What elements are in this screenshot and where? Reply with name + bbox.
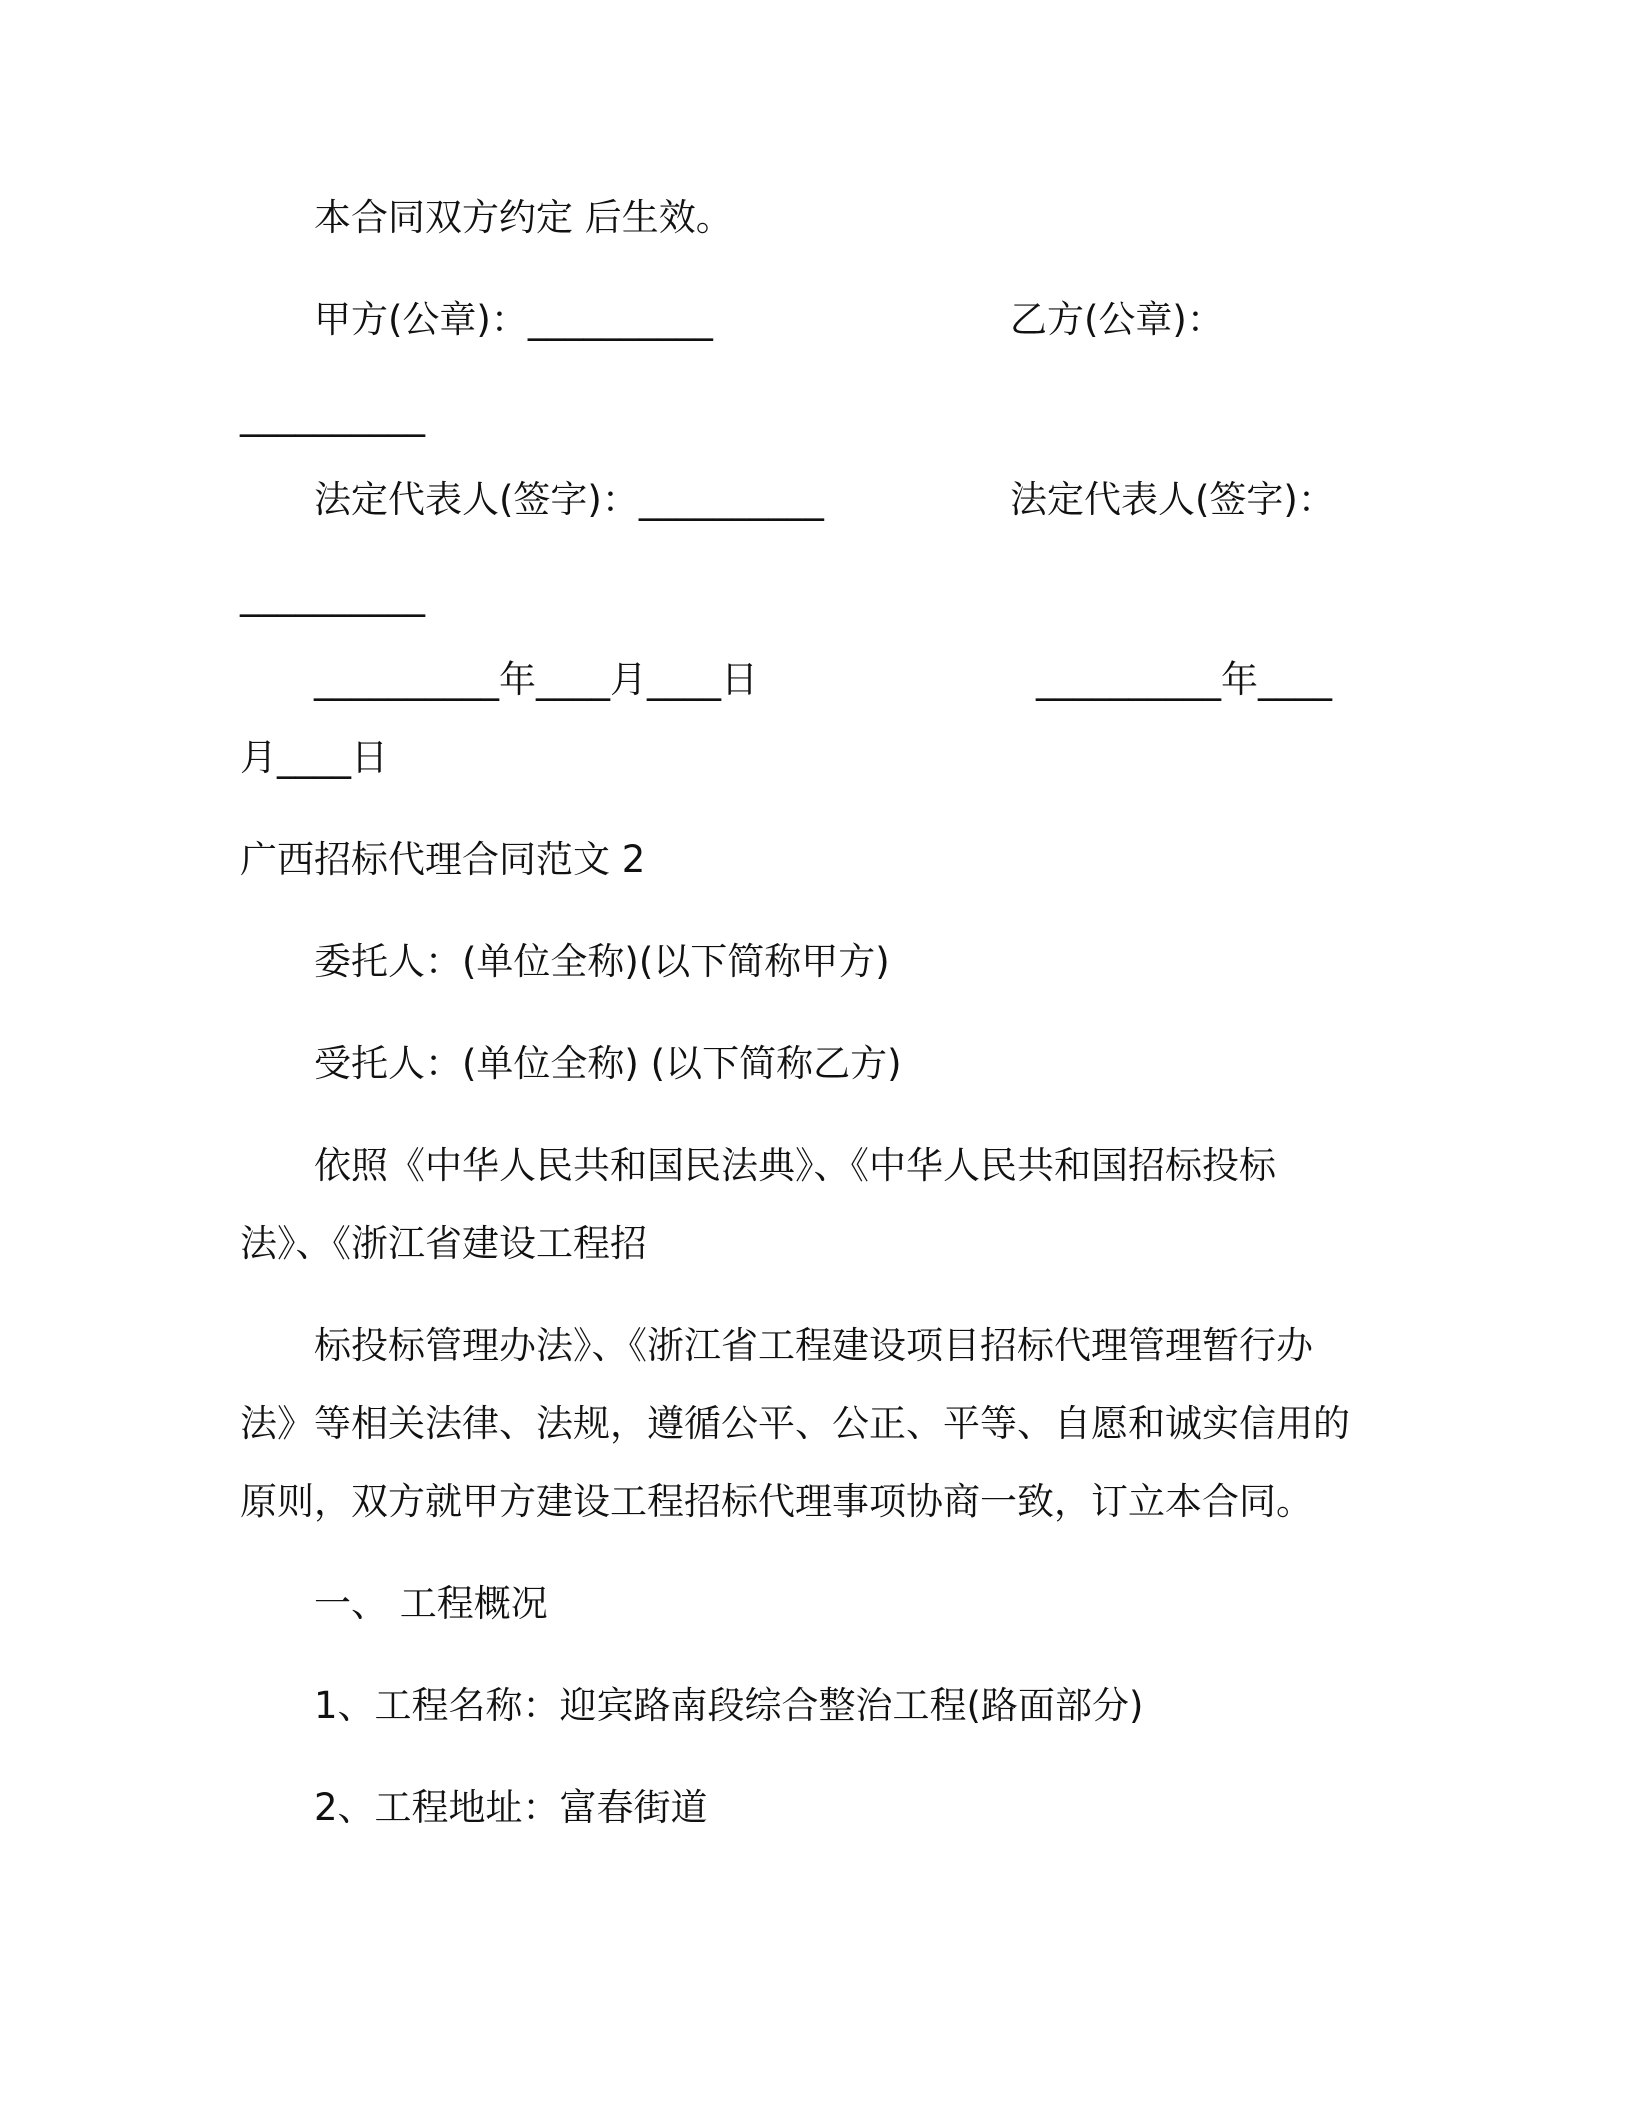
heading-project-overview: 一、 工程概况 xyxy=(314,1582,548,1625)
party-b-date: __________年____ xyxy=(1036,658,1332,701)
party-a-seal: 甲方(公章)：__________ xyxy=(314,298,713,341)
paragraph-line-3: 原则，双方就甲方建设工程招标代理事项协商一致，订立本合同。 xyxy=(240,1480,1313,1523)
item-project-address: 2、工程地址：富春街道 xyxy=(314,1786,708,1829)
effective-clause: 本合同双方约定 后生效。 xyxy=(314,196,733,239)
item-project-name: 1、工程名称：迎宾路南段综合整治工程(路面部分) xyxy=(314,1684,1144,1727)
paragraph-line-1: 标投标管理办法》、《浙江省工程建设项目招标代理管理暂行办 xyxy=(314,1324,1313,1367)
party-a-representative: 法定代表人(签字)：__________ xyxy=(314,478,824,521)
party-b-representative-blank: __________ xyxy=(240,574,425,617)
basis-line-2: 法》、《浙江省建设工程招 xyxy=(240,1222,647,1265)
party-b-seal: 乙方(公章)： xyxy=(1010,298,1224,341)
section-title: 广西招标代理合同范文 2 xyxy=(240,838,646,881)
basis-line-1: 依照《中华人民共和国民法典》、《中华人民共和国招标投标 xyxy=(314,1144,1276,1187)
agent-line: 受托人：(单位全称) (以下简称乙方) xyxy=(314,1042,902,1085)
paragraph-line-2: 法》等相关法律、法规，遵循公平、公正、平等、自愿和诚实信用的 xyxy=(240,1402,1350,1445)
client-line: 委托人：(单位全称)(以下简称甲方) xyxy=(314,940,890,983)
party-a-date: __________年____月____日 xyxy=(314,658,758,701)
party-b-seal-blank: __________ xyxy=(240,394,425,437)
party-b-representative: 法定代表人(签字)： xyxy=(1010,478,1335,521)
party-b-date-cont: 月____日 xyxy=(240,736,388,779)
